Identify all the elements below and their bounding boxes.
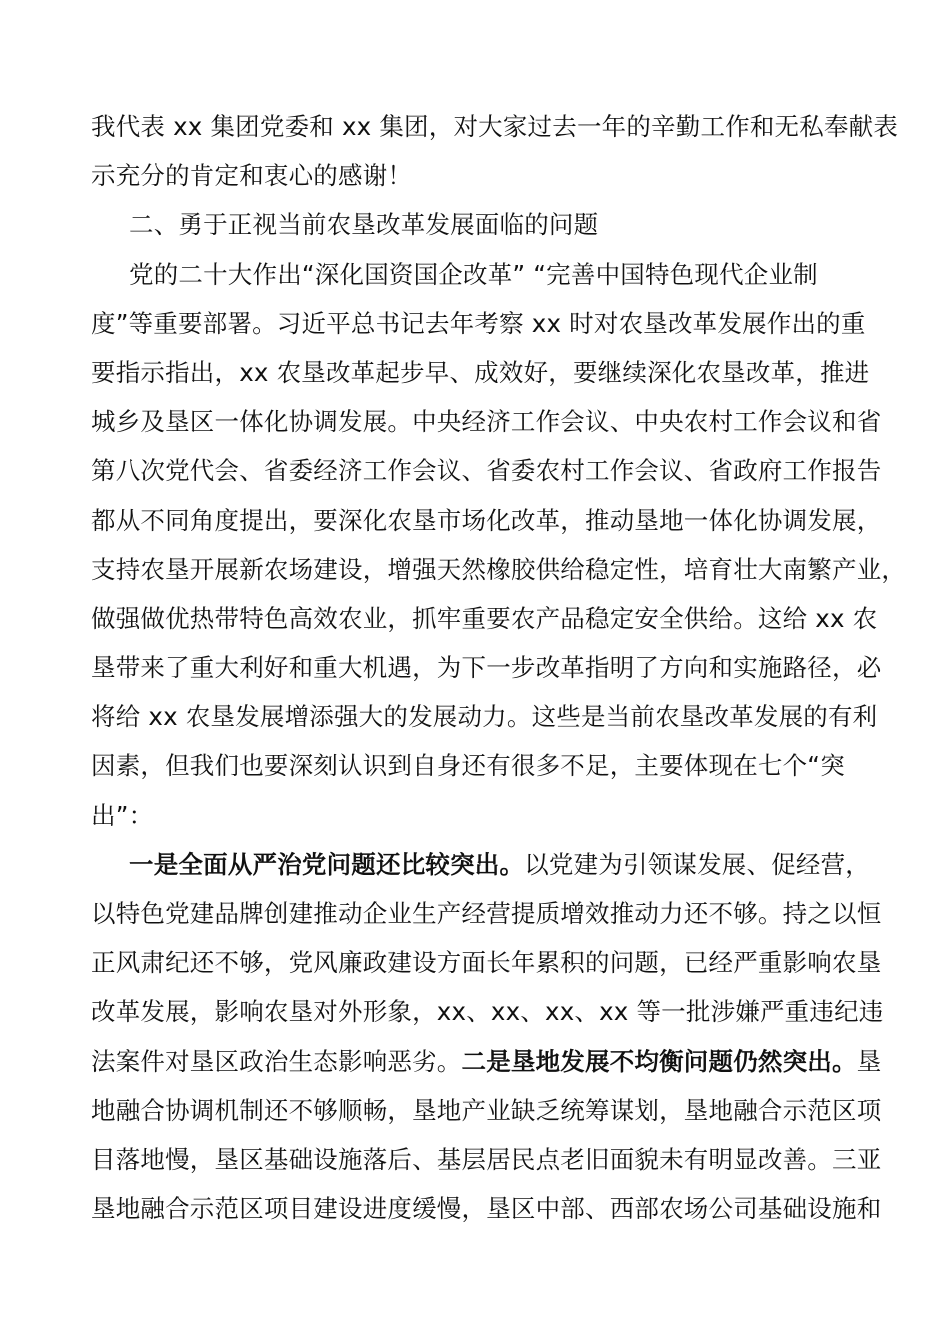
- paragraph-3-line-5-text: 法案件对垦区政治生态影响恶劣。: [91, 1046, 462, 1076]
- paragraph-2-line-11: 因素，但我们也要深刻认识到自身还有很多不足，主要体现在七个“突: [91, 751, 845, 781]
- paragraph-1-line-1: 我代表 xx 集团党委和 xx 集团，对大家过去一年的辛勤工作和无私奉献表: [91, 112, 899, 141]
- point-two-heading: 二是垦地发展不均衡问题仍然突出。: [461, 1046, 857, 1076]
- paragraph-3-line-4: 改革发展，影响农垦对外形象，xx、xx、xx、xx 等一批涉嫌严重违纪违: [91, 997, 884, 1027]
- paragraph-2-line-10: 将给 xx 农垦发展增添强大的发展动力。这些是当前农垦改革发展的有利: [91, 702, 878, 732]
- paragraph-2-line-8: 做强做优热带特色高效农业，抓牢重要农产品稳定安全供给。这给 xx 农: [91, 603, 878, 633]
- paragraph-3-line-7: 目落地慢，垦区基础设施落后、基层居民点老旧面貌未有明显改善。三亚: [91, 1144, 882, 1174]
- paragraph-2-line-5: 第八次党代会、省委经济工作会议、省委农村工作会议、省政府工作报告: [91, 456, 882, 486]
- paragraph-2-line-6: 都从不同角度提出，要深化农垦市场化改革，推动垦地一体化协调发展，: [91, 505, 882, 535]
- paragraph-3-line-2: 以特色党建品牌创建推动企业生产经营提质增效推动力还不够。持之以恒: [91, 899, 882, 928]
- paragraph-2-line-4: 城乡及垦区一体化协调发展。中央经济工作会议、中央农村工作会议和省: [91, 407, 882, 437]
- paragraph-2-line-12: 出”：: [91, 800, 154, 830]
- paragraph-2-line-9: 垦带来了重大利好和重大机遇，为下一步改革指明了方向和实施路径，必: [91, 653, 882, 683]
- paragraph-3-line-5: [91, 1037, 882, 1086]
- paragraph-3-line-1-text: 以党建为引领谋发展、促经营，: [524, 849, 871, 879]
- paragraph-2-line-3: 要指示指出，xx 农垦改革起步早、成效好，要继续深化农垦改革，推进: [91, 357, 870, 387]
- paragraph-2-line-7: 支持农垦开展新农场建设，增强天然橡胶供给稳定性，培育壮大南繁产业，: [91, 554, 907, 584]
- point-one-heading: 一是全面从严治党问题还比较突出。: [129, 849, 525, 879]
- document-body: [91, 102, 907, 1233]
- paragraph-1-line-2: 示充分的肯定和衷心的感谢！: [91, 161, 413, 191]
- section-heading: 二、勇于正视当前农垦改革发展面临的问题: [129, 210, 599, 240]
- paragraph-3-line-6: 地融合协调机制还不够顺畅，垦地产业缺乏统筹谋划，垦地融合示范区项: [91, 1095, 882, 1125]
- paragraph-2-line-1: 党的二十大作出“深化国资国企改革” “完善中国特色现代企业制: [129, 259, 818, 289]
- paragraph-2-line-2: 度”等重要部署。习近平总书记去年考察 xx 时对农垦改革发展作出的重: [91, 308, 866, 338]
- paragraph-3-line-3: 正风肃纪还不够，党风廉政建设方面长年累积的问题，已经严重影响农垦: [91, 948, 882, 978]
- paragraph-3-line-5-tail: 垦: [856, 1046, 882, 1076]
- paragraph-3-line-1: [91, 840, 871, 889]
- paragraph-3-line-8: 垦地融合示范区项目建设进度缓慢，垦区中部、西部农场公司基础设施和: [91, 1194, 882, 1224]
